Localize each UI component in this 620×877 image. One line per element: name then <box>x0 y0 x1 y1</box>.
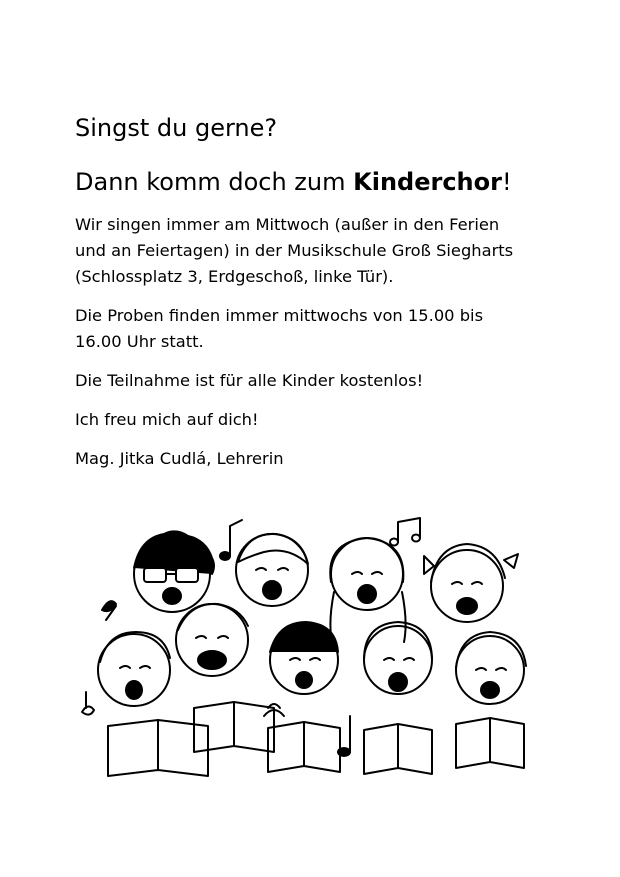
headline-invitation <box>75 166 575 198</box>
greeting-text: Ich freu mich auf dich! <box>75 410 259 429</box>
child-figure <box>424 544 518 622</box>
child-figure <box>456 632 526 768</box>
child-figure <box>268 622 340 772</box>
headline-question-text: Singst du gerne? <box>75 114 278 142</box>
schedule-line: Wir singen immer am Mittwoch (außer in den Ferien <box>75 215 500 234</box>
headline-invitation-text: Dann komm doch zum <box>75 168 354 196</box>
child-figure <box>134 531 214 612</box>
music-note-icon <box>102 601 116 620</box>
free-participation-paragraph <box>75 368 575 394</box>
greeting-paragraph <box>75 407 575 433</box>
rehearsal-times-paragraph <box>75 303 575 355</box>
schedule-paragraph <box>75 212 575 290</box>
child-figure <box>236 534 308 606</box>
music-note-icon <box>82 692 94 715</box>
child-figure <box>98 632 208 776</box>
children-choir-illustration <box>72 512 552 782</box>
times-line: Die Proben finden immer mittwochs von 15.00 bis <box>75 306 484 325</box>
music-note-icon <box>390 518 420 546</box>
signature-paragraph <box>75 446 575 472</box>
signature-text: Mag. Jitka Cudlá, Lehrerin <box>75 449 284 468</box>
headline-kinderchor: Kinderchor <box>353 168 502 196</box>
child-figure <box>176 604 274 752</box>
times-line: 16.00 Uhr statt. <box>75 332 204 351</box>
headline-question <box>75 112 575 144</box>
schedule-line: und an Feiertagen) in der Musikschule Groß Siegharts <box>75 241 514 260</box>
flyer-content <box>75 112 575 485</box>
schedule-line: (Schlossplatz 3, Erdgeschoß, linke Tür). <box>75 267 394 286</box>
child-figure <box>364 622 432 774</box>
free-text: Die Teilnahme ist für alle Kinder kostenlos! <box>75 371 424 390</box>
headline-exclamation: ! <box>501 168 512 196</box>
